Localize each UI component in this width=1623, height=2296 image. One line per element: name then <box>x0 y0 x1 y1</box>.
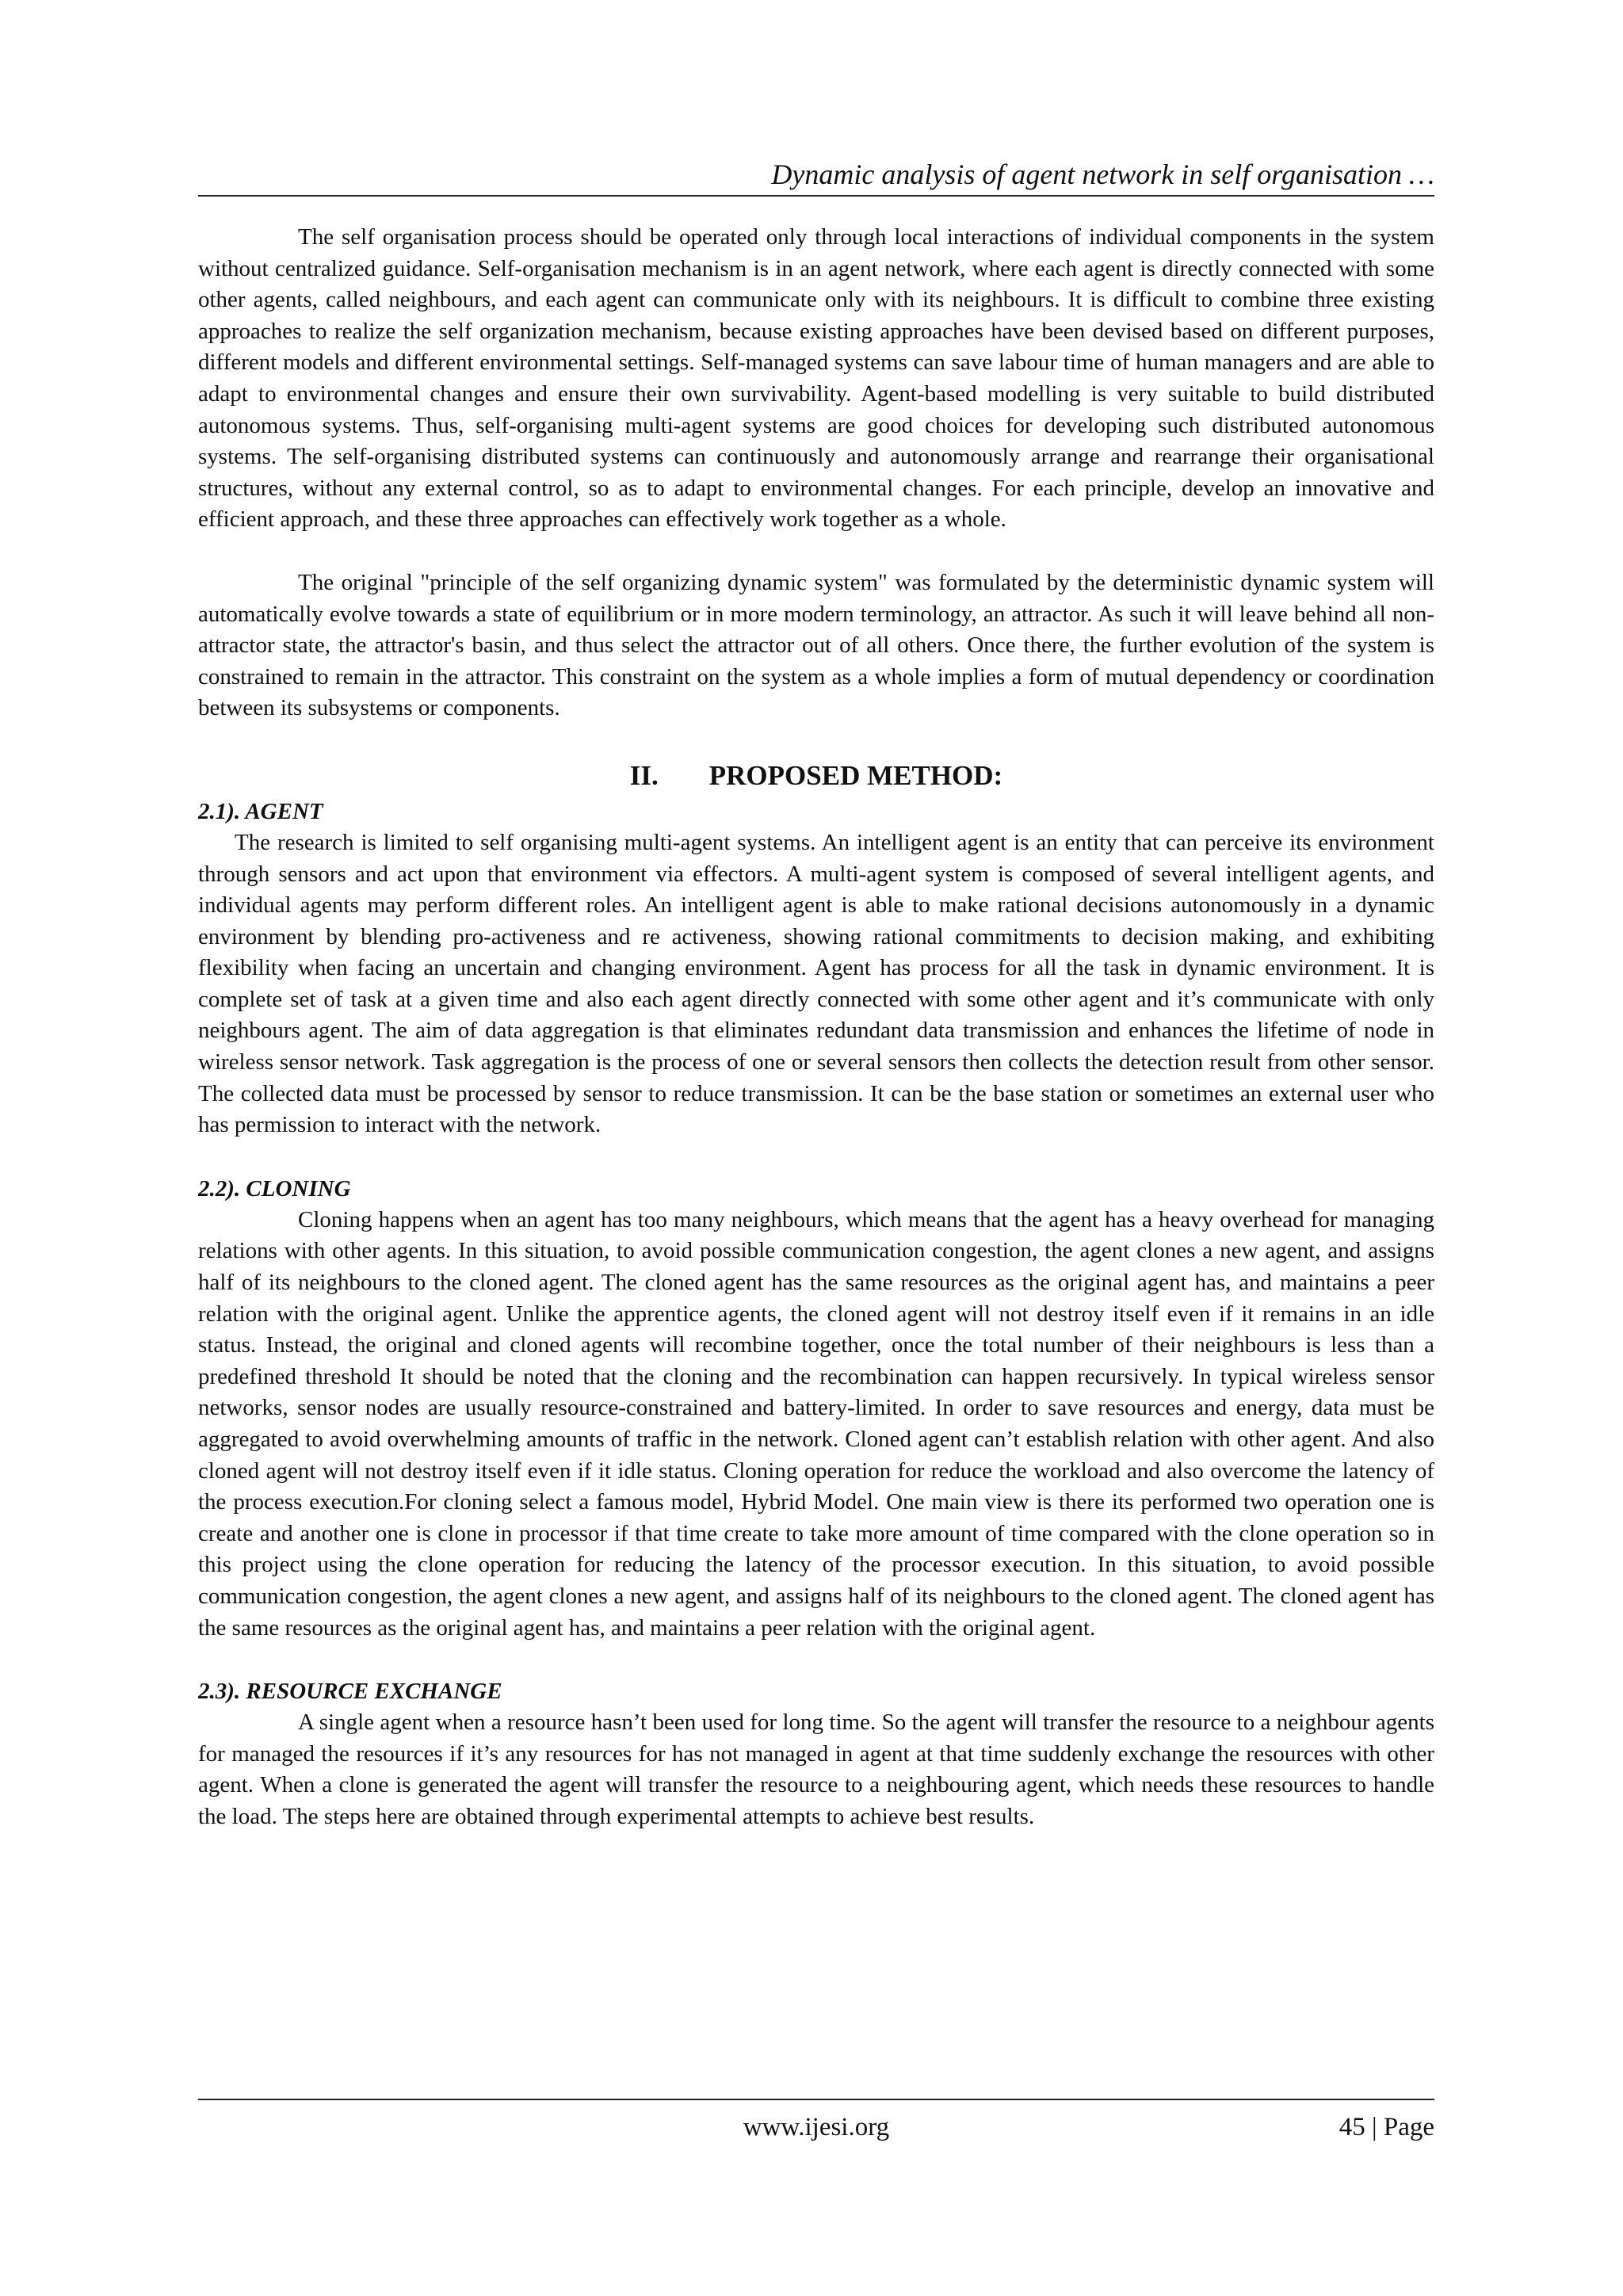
paragraph-spacer <box>198 724 1434 756</box>
paragraph-spacer <box>198 1141 1434 1173</box>
section-heading <box>198 756 1434 796</box>
resource-exchange-paragraph: A single agent when a resource hasn’t been used for long time. So the agent will transfer the resource to a neighbour agents for managed the resources if it’s any resources for has not managed in agent at that time suddenly exchange the resources with other agent. When a clone is generated the agent will transfer the resource to a neighbouring agent, which needs these resources to handle the load. The steps here are obtained through experimental attempts to achieve best results. <box>198 1710 1434 1829</box>
subsection-heading-cloning: 2.2). CLONING <box>198 1175 351 1201</box>
agent-paragraph: The research is limited to self organising multi-agent systems. An intelligent agent is an entity that can perceive its environment through sensors and act upon that environment via effectors. A multi-agent system is composed of several intelligent agents, and individual agents may perform different roles. An intelligent agent is able to make rational decisions autonomously in a dynamic environment by blending pro-activeness and re activeness, showing rational commitments to decision making, and exhibiting flexibility when facing an uncertain and changing environment. Agent has process for all the task in dynamic environment. It is complete set of task at a given time and also each agent directly connected with some other agent and it’s communicate with only neighbours agent. The aim of data aggregation is that eliminates redundant data transmission and enhances the lifetime of node in wireless sensor network. Task aggregation is the process of one or several sensors then collects the detection result from other sensor. The collected data must be processed by sensor to reduce transmission. It can be the base station or sometimes an external user who has permission to interact with the network. <box>198 829 1434 1138</box>
paragraph-spacer <box>198 1644 1434 1675</box>
page-number: 45 | Page <box>1338 2113 1434 2141</box>
cloning-paragraph: Cloning happens when an agent has too many neighbours, which means that the agent has a heavy overhead for managing relations with other agents. In this situation, to avoid possible communication congestion, the agent clones a new agent, and assigns half of its neighbours to the cloned agent. The cloned agent has the same resources as the original agent has, and maintains a peer relation with the original agent. Unlike the apprentice agents, the cloned agent will not destroy itself even if it remains in an idle status. Instead, the original and cloned agents will recombine together, once the total number of their neighbours is less than a predefined threshold It should be noted that the cloning and the recombination can happen recursively. In typical wireless sensor networks, sensor nodes are usually resource-constrained and battery-limited. In order to save resources and energy, data must be aggregated to avoid overwhelming amounts of traffic in the network. Cloned agent can’t establish relation with other agent. And also cloned agent will not destroy itself even if it idle status. Cloning operation for reduce the workload and also overcome the latency of the process execution.For cloning select a famous model, Hybrid Model. One main view is there its performed two operation one is create and another one is clone in processor if that time create to take more amount of time compared with the clone operation so in this project using the clone operation for reducing the latency of the processor execution. In this situation, to avoid possible communication congestion, the agent clones a new agent, and assigns half of its neighbours to the cloned agent. The cloned agent has the same resources as the original agent has, and maintains a peer relation with the original agent. <box>198 1206 1434 1641</box>
running-header: Dynamic analysis of agent network in self organisation … <box>771 159 1434 190</box>
footer-url: www.ijesi.org <box>743 2113 890 2141</box>
section-title: PROPOSED METHOD: <box>708 759 1003 791</box>
paragraph-spacer <box>198 536 1434 567</box>
header-divider <box>198 195 1434 197</box>
article-body <box>198 222 1434 1833</box>
intro-paragraph-1: The self organisation process should be operated only through local interactions of individual components in the system without centralized guidance. Self-organisation mechanism is in an agent network, where each agent is directly connected with some other agents, called neighbours, and each agent can communicate only with its neighbours. It is difficult to combine three existing approaches to realize the self organization mechanism, because existing approaches have been devised based on different purposes, different models and different environmental settings. Self-managed systems can save labour time of human managers and are able to adapt to environmental changes and ensure their own survivability. Agent-based modelling is very suitable to build distributed autonomous systems. Thus, self-organising multi-agent systems are good choices for developing such distributed autonomous systems. The self-organising distributed systems can continuously and autonomously arrange and rearrange their organisational structures, without any external control, so as to adapt to environmental changes. For each principle, develop an innovative and efficient approach, and these three approaches can effectively work together as a whole. <box>198 224 1434 533</box>
intro-paragraph-2: The original "principle of the self organizing dynamic system" was formulated by the deterministic dynamic system will automatically evolve towards a state of equilibrium or in more modern terminology, an attractor. As such it will leave behind all non-attractor state, the attractor's basin, and thus select the attractor out of all others. Once there, the further evolution of the system is constrained to remain in the attractor. This constraint on the system as a whole implies a form of mutual dependency or coordination between its subsystems or components. <box>198 569 1434 721</box>
subsection-heading-agent: 2.1). AGENT <box>198 798 323 824</box>
footer-divider <box>198 2099 1434 2100</box>
section-number: II. <box>629 759 659 791</box>
subsection-heading-resource-exchange: 2.3). RESOURCE EXCHANGE <box>198 1679 502 1705</box>
